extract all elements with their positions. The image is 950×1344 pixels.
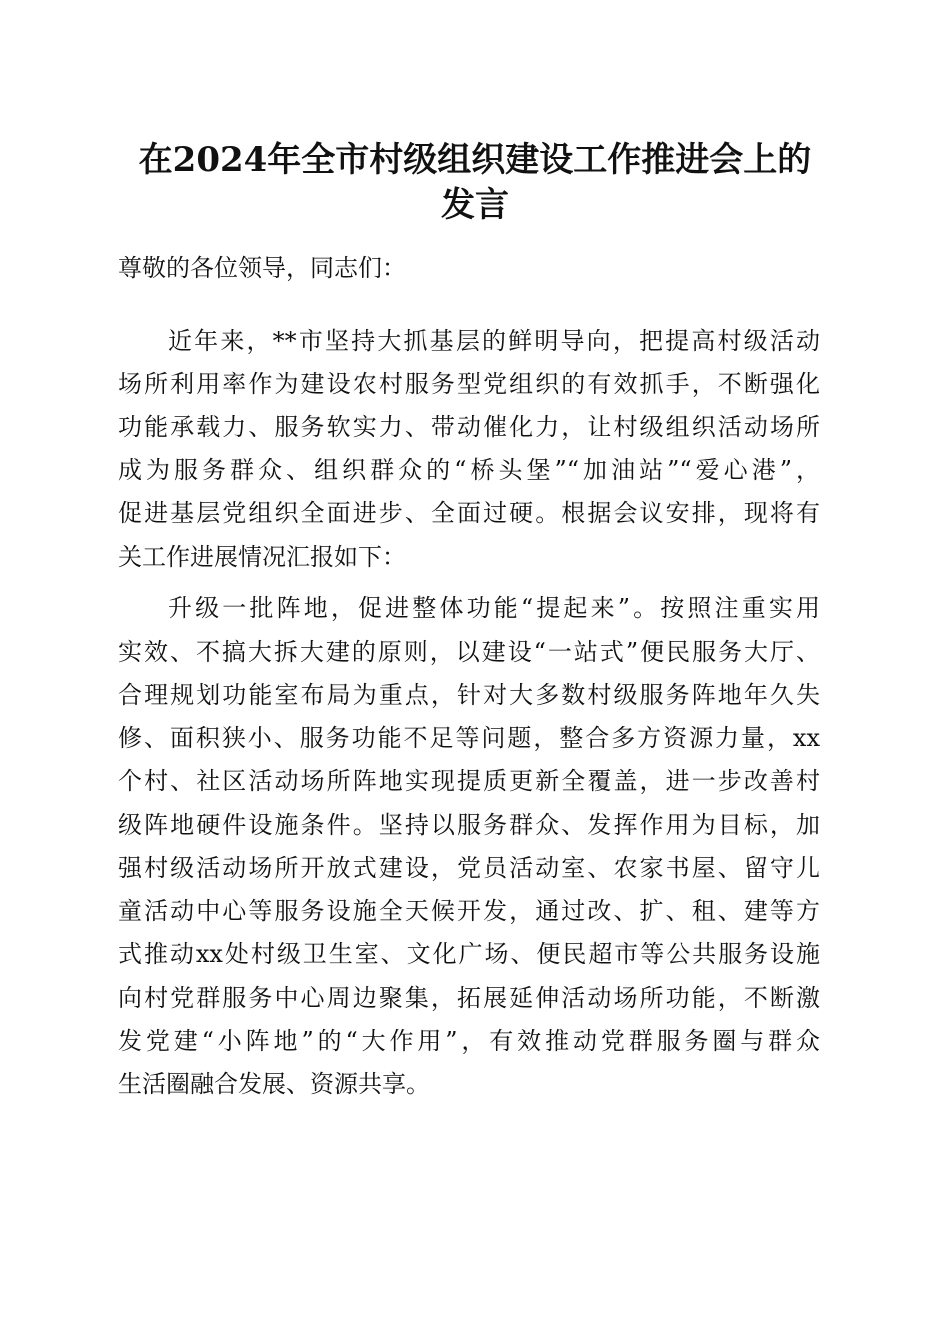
paragraph-line: 式推动xx处村级卫生室、文化广场、便民超市等公共服务设施	[118, 940, 820, 968]
title-line-1: 在2024年全市村级组织建设工作推进会上的	[138, 140, 812, 180]
paragraph-line: 发党建“小阵地”的“大作用”，有效推动党群服务圈与群众	[118, 1027, 820, 1055]
greeting: 尊敬的各位领导，同志们：	[118, 254, 406, 282]
paragraph-line: 关工作进展情况汇报如下：	[118, 543, 406, 571]
paragraph-line: 童活动中心等服务设施全天候开发，通过改、扩、租、建等方	[118, 897, 820, 925]
paragraph-line: 生活圈融合发展、资源共享。	[118, 1070, 430, 1098]
paragraph-line: 个村、社区活动场所阵地实现提质更新全覆盖，进一步改善村	[118, 767, 820, 795]
paragraph-line: 促进基层党组织全面进步、全面过硬。根据会议安排，现将有	[118, 499, 820, 527]
paragraph-line: 实效、不搞大拆大建的原则，以建设“一站式”便民服务大厅、	[118, 638, 820, 666]
paragraph-line: 近年来，**市坚持大抓基层的鲜明导向，把提高村级活动	[168, 327, 820, 355]
paragraph-line: 强村级活动场所开放式建设，党员活动室、农家书屋、留守儿	[118, 854, 820, 882]
paragraph-line: 向村党群服务中心周边聚集，拓展延伸活动场所功能，不断激	[118, 984, 820, 1012]
paragraph-line: 场所利用率作为建设农村服务型党组织的有效抓手，不断强化	[118, 370, 820, 398]
paragraph-line: 功能承载力、服务软实力、带动催化力，让村级组织活动场所	[118, 413, 820, 441]
paragraph-line: 升级一批阵地，促进整体功能“提起来”。按照注重实用	[168, 594, 820, 622]
paragraph-line: 修、面积狭小、服务功能不足等问题，整合多方资源力量，xx	[118, 724, 820, 752]
paragraph-line: 合理规划功能室布局为重点，针对大多数村级服务阵地年久失	[118, 681, 820, 709]
paragraph-line: 级阵地硬件设施条件。坚持以服务群众、发挥作用为目标，加	[118, 811, 820, 839]
title-line-2: 发言	[441, 185, 509, 225]
paragraph-line: 成为服务群众、组织群众的“桥头堡”“加油站”“爱心港”，	[118, 456, 820, 484]
